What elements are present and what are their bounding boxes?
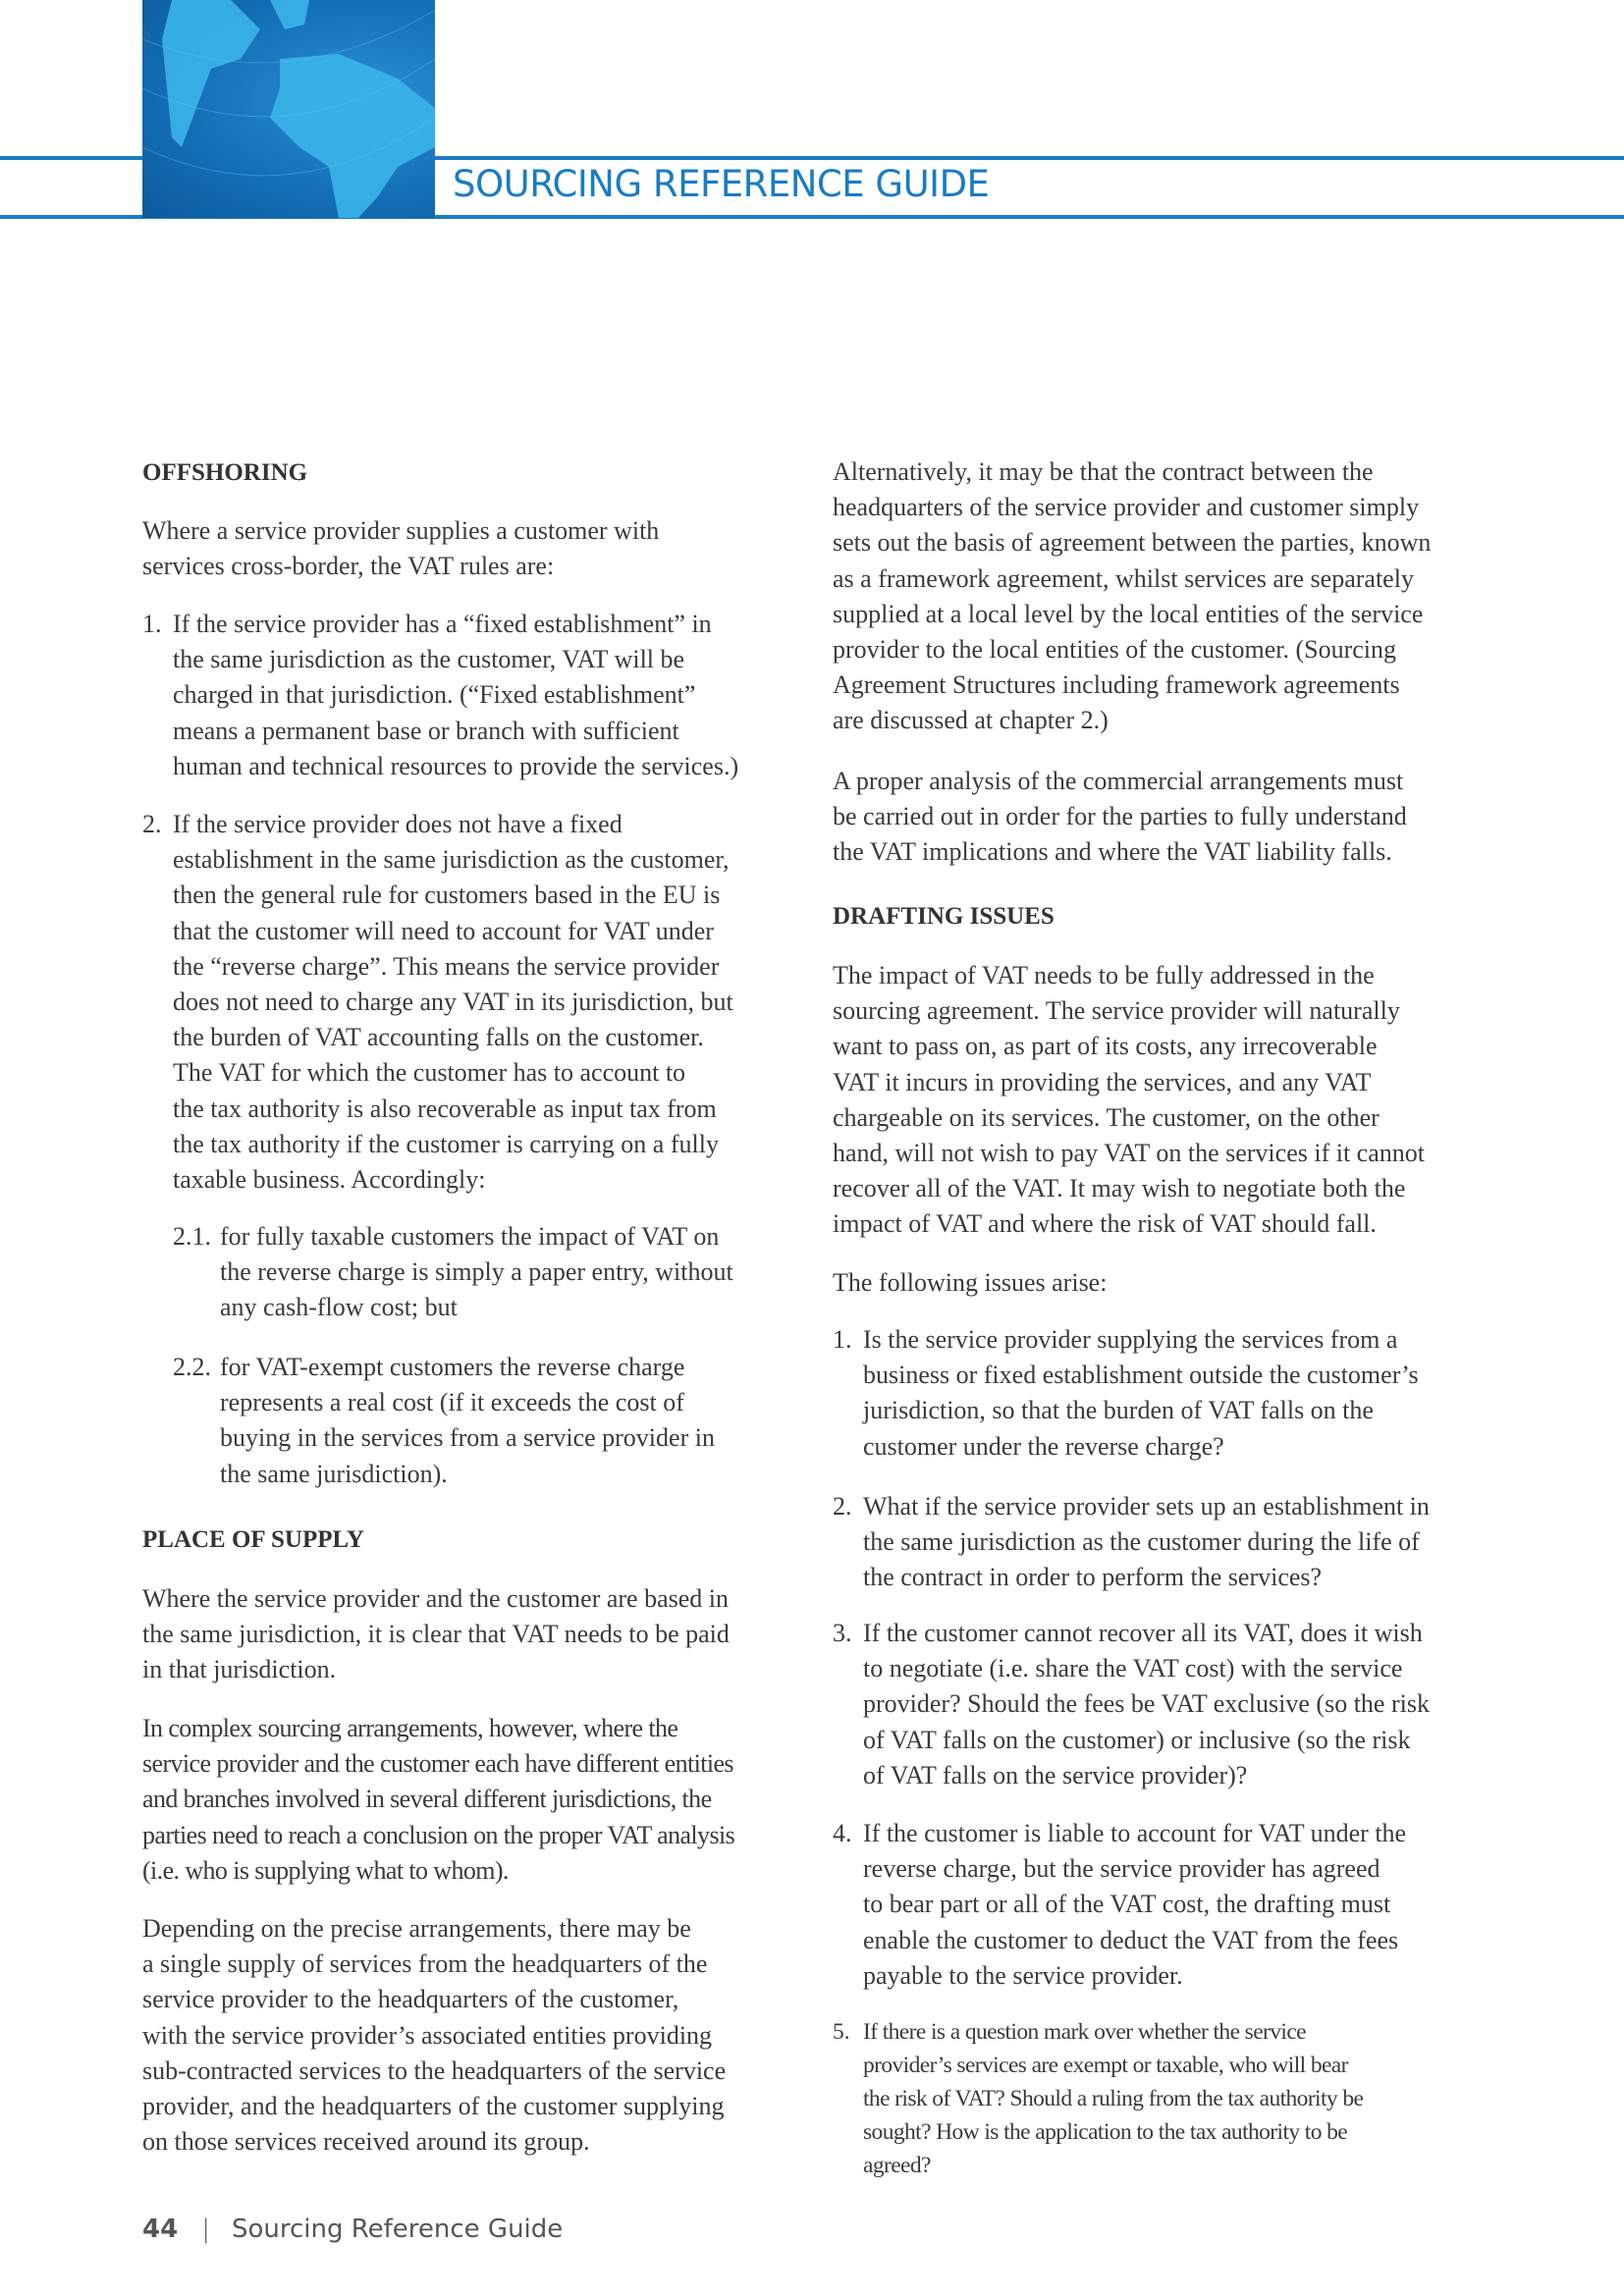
heading-offshoring: OFFSHORING — [142, 459, 308, 486]
paragraph: A proper analysis of the commercial arrangements must be carried out in order for the parties to fully understand the VAT implications and where the VAT liability falls. — [833, 767, 1407, 867]
footer-separator: | — [201, 2215, 210, 2244]
footer-title: Sourcing Reference Guide — [231, 2215, 564, 2244]
paragraph: In complex sourcing arrangements, however, where the service provider and the customer each have different entities and branches involved in several different jurisdictions, the parties need to reach a conclusion on the proper VAT analysis (i.e. who is supplying what to whom). — [142, 1714, 735, 1885]
globe-image — [142, 0, 435, 218]
paragraph: The impact of VAT needs to be fully addressed in the sourcing agreement. The service provider will naturally want to pass on, as part of its costs, any irrecoverable VAT it incurs in providing the services, and any VAT chargeable on its services. The customer, on the other hand, will not wish to pay VAT on the services if it cannot recover all of the VAT. It may wish to negotiate both the impact of VAT and where the risk of VAT should fall. — [833, 961, 1425, 1239]
page-number: 44 — [142, 2215, 179, 2244]
paragraph: Where a service provider supplies a customer with services cross-border, the VAT rules are: — [142, 516, 660, 581]
paragraph: Alternatively, it may be that the contract between the headquarters of the service provider and customer simply sets out the basis of agreement between the parties, known as a framework agreement, whilst services are separately supplied at a local level by the local entities of the service provider to the local entities of the customer. (Sourcing Agreement Structures including framework agreements are discussed at chapter 2.) — [833, 457, 1432, 735]
document-title: SOURCING REFERENCE GUIDE — [453, 163, 990, 205]
paragraph: Where the service provider and the customer are based in the same jurisdiction, it is clear that VAT needs to be paid in that jurisdiction. — [142, 1584, 730, 1684]
page-footer — [142, 2215, 563, 2244]
heading-place-of-supply: PLACE OF SUPPLY — [142, 1526, 364, 1553]
heading-drafting-issues: DRAFTING ISSUES — [833, 903, 1055, 930]
paragraph: Depending on the precise arrangements, there may be a single supply of services from the headquarters of the service provider to the headquarters of the customer, with the service provider’s associated entities providing sub-contracted services to the headquarters of the service provider, and the headquarters of the customer supplying on those services received around its group. — [142, 1914, 727, 2157]
paragraph: The following issues arise: — [833, 1268, 1108, 1297]
